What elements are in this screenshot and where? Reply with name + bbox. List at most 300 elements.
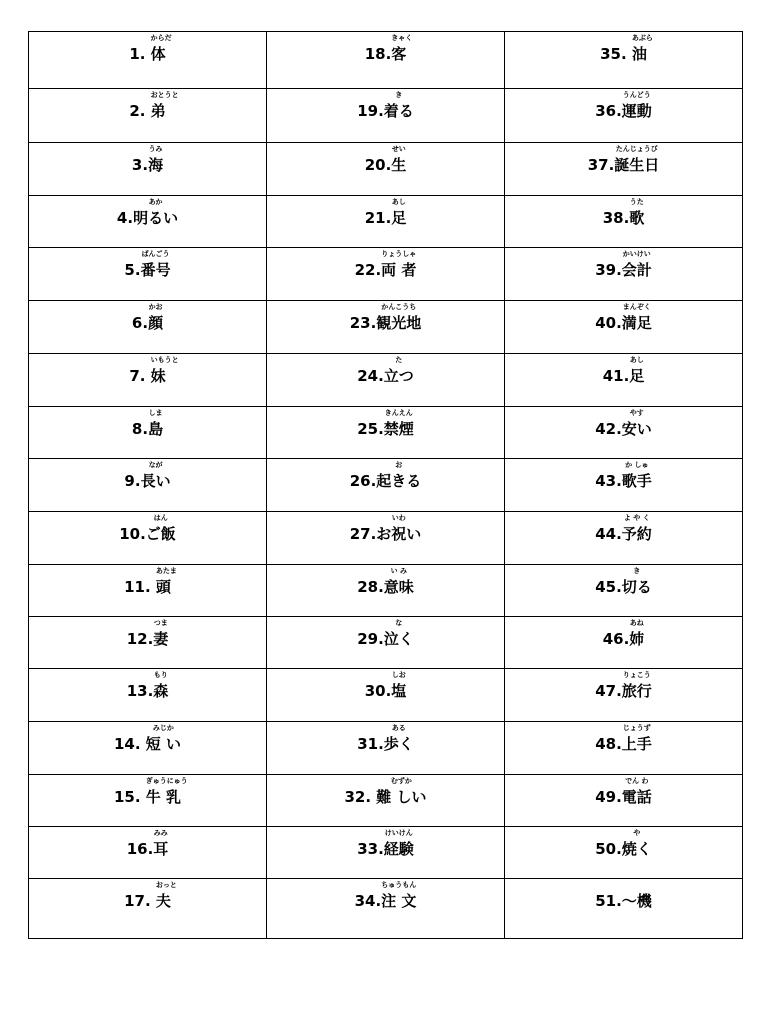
table-row bbox=[29, 617, 743, 669]
vocab-word-line bbox=[595, 250, 652, 279]
item-number: 36. bbox=[595, 102, 622, 120]
item-number: 5. bbox=[124, 261, 141, 279]
vocab-word: お祝い bbox=[376, 525, 422, 543]
vocabulary-table bbox=[28, 31, 743, 939]
vocab-entry bbox=[603, 617, 645, 648]
vocab-word-wrap bbox=[391, 145, 407, 174]
vocab-cell bbox=[29, 565, 267, 617]
vocab-cell bbox=[505, 512, 743, 565]
vocab-cell bbox=[505, 354, 743, 407]
furigana-reading: せい bbox=[391, 145, 406, 153]
vocab-word-line bbox=[129, 91, 179, 120]
vocab-word-wrap bbox=[376, 461, 422, 490]
vocab-cell bbox=[267, 248, 505, 301]
vocab-entry bbox=[350, 459, 422, 490]
item-number: 27. bbox=[349, 525, 377, 543]
vocab-word-wrap bbox=[153, 619, 169, 648]
item-number: 21. bbox=[364, 209, 392, 227]
furigana-reading: た bbox=[395, 356, 403, 364]
item-number: 26. bbox=[349, 472, 377, 490]
item-number: 1. bbox=[129, 45, 151, 63]
vocab-word: 姉 bbox=[629, 630, 645, 648]
vocab-word-wrap bbox=[621, 250, 652, 279]
vocab-word: 経験 bbox=[383, 840, 414, 858]
vocab-word: 島 bbox=[148, 420, 164, 438]
vocab-word-wrap bbox=[376, 303, 422, 332]
furigana-reading: りょこう bbox=[622, 671, 651, 679]
vocab-cell bbox=[267, 617, 505, 669]
vocab-cell bbox=[267, 879, 505, 939]
vocab-cell bbox=[505, 617, 743, 669]
vocab-word: 運動 bbox=[621, 102, 652, 120]
vocab-cell bbox=[267, 669, 505, 722]
vocab-cell bbox=[267, 827, 505, 879]
furigana-reading: たんじょうび bbox=[615, 145, 658, 153]
vocab-word-wrap bbox=[621, 671, 652, 700]
furigana-reading: あたま bbox=[155, 567, 177, 575]
vocab-entry bbox=[595, 775, 652, 806]
vocab-word-line bbox=[126, 829, 169, 858]
vocab-word: 森 bbox=[153, 682, 169, 700]
vocab-entry bbox=[129, 89, 179, 120]
furigana-reading: あか bbox=[148, 198, 163, 206]
vocab-word: 起きる bbox=[376, 472, 422, 490]
vocab-word: 会計 bbox=[621, 261, 652, 279]
vocab-cell bbox=[267, 775, 505, 827]
vocab-cell bbox=[29, 32, 267, 89]
vocab-entry bbox=[595, 512, 652, 543]
vocab-word-wrap bbox=[155, 881, 177, 910]
item-number: 24. bbox=[357, 367, 384, 385]
vocab-word-line bbox=[349, 514, 422, 543]
vocab-word-line bbox=[364, 671, 407, 700]
vocab-word: 長い bbox=[140, 472, 171, 490]
vocab-word: 体 bbox=[150, 45, 166, 63]
item-number: 30. bbox=[364, 682, 392, 700]
vocab-cell bbox=[505, 669, 743, 722]
vocab-entry bbox=[127, 617, 169, 648]
vocab-word-line bbox=[357, 829, 414, 858]
vocab-entry bbox=[364, 32, 413, 63]
furigana-reading: からだ bbox=[150, 34, 172, 42]
vocab-word: 頭 bbox=[155, 578, 171, 596]
vocab-word: 足 bbox=[391, 209, 407, 227]
vocab-cell bbox=[505, 827, 743, 879]
item-number: 19. bbox=[357, 102, 384, 120]
vocab-word-wrap bbox=[621, 514, 652, 543]
vocab-entry bbox=[117, 196, 178, 227]
item-number: 28. bbox=[357, 578, 384, 596]
vocab-cell bbox=[505, 301, 743, 354]
furigana-reading: はん bbox=[153, 514, 168, 522]
vocab-cell bbox=[29, 354, 267, 407]
vocab-word: 短 い bbox=[145, 735, 182, 753]
vocab-entry bbox=[129, 32, 172, 63]
furigana-reading: かお bbox=[148, 303, 163, 311]
vocab-entry bbox=[124, 248, 170, 279]
item-number: 6. bbox=[131, 314, 149, 332]
furigana-reading: き bbox=[633, 567, 641, 575]
vocab-word-wrap bbox=[383, 356, 414, 385]
vocab-word: 禁煙 bbox=[383, 420, 414, 438]
vocab-word: 足 bbox=[629, 367, 645, 385]
vocab-word: 番号 bbox=[140, 261, 171, 279]
vocab-word-line bbox=[124, 461, 171, 490]
vocab-word-line bbox=[602, 619, 645, 648]
vocab-word: 油 bbox=[631, 45, 647, 63]
vocab-word: 客 bbox=[391, 45, 407, 63]
vocab-entry bbox=[595, 827, 652, 858]
vocab-word: 意味 bbox=[383, 578, 414, 596]
vocab-word-wrap bbox=[383, 829, 414, 858]
table-row bbox=[29, 775, 743, 827]
vocab-word-wrap bbox=[381, 250, 417, 279]
vocab-word: 歌 bbox=[629, 209, 645, 227]
vocab-word-wrap bbox=[133, 198, 179, 227]
table-row bbox=[29, 512, 743, 565]
vocab-word: 弟 bbox=[150, 102, 166, 120]
item-number: 37. bbox=[587, 156, 615, 174]
vocab-word-line bbox=[602, 356, 645, 385]
vocab-entry bbox=[357, 617, 414, 648]
vocab-word-wrap bbox=[391, 34, 413, 63]
item-number: 15. bbox=[113, 788, 146, 806]
vocab-word: 注 文 bbox=[381, 892, 417, 910]
vocab-word-line bbox=[595, 461, 652, 490]
vocab-word-wrap bbox=[150, 34, 172, 63]
item-number: 16. bbox=[126, 840, 154, 858]
vocab-entry bbox=[132, 143, 163, 174]
item-number: 41. bbox=[602, 367, 630, 385]
vocab-word: 観光地 bbox=[376, 314, 422, 332]
furigana-reading: うんどう bbox=[622, 91, 651, 99]
vocab-cell bbox=[267, 565, 505, 617]
vocab-word-wrap bbox=[629, 356, 645, 385]
vocab-word-wrap bbox=[391, 198, 407, 227]
vocab-word-line bbox=[349, 303, 422, 332]
item-number: 34. bbox=[354, 892, 382, 910]
furigana-reading: なが bbox=[148, 461, 163, 469]
vocab-word-wrap bbox=[381, 881, 417, 910]
vocab-cell bbox=[29, 879, 267, 939]
vocab-cell bbox=[29, 459, 267, 512]
vocab-cell bbox=[29, 669, 267, 722]
vocab-cell bbox=[267, 196, 505, 248]
vocab-word-line bbox=[357, 724, 414, 753]
vocab-entry bbox=[365, 143, 407, 174]
item-number: 51. bbox=[595, 892, 622, 910]
item-number: 12. bbox=[126, 630, 154, 648]
vocab-entry bbox=[600, 32, 653, 63]
vocab-cell bbox=[505, 565, 743, 617]
vocab-entry bbox=[127, 827, 169, 858]
vocab-word-line bbox=[595, 91, 652, 120]
furigana-reading: みじか bbox=[152, 724, 174, 732]
vocab-word-wrap bbox=[621, 409, 652, 438]
vocab-entry bbox=[357, 827, 414, 858]
table-row bbox=[29, 407, 743, 459]
item-number: 42. bbox=[595, 420, 622, 438]
table-row bbox=[29, 459, 743, 512]
vocab-word: ご飯 bbox=[145, 525, 176, 543]
furigana-reading: しま bbox=[148, 409, 163, 417]
vocab-word-wrap bbox=[383, 91, 414, 120]
item-number: 45. bbox=[595, 578, 622, 596]
item-number: 17. bbox=[124, 892, 156, 910]
vocab-entry bbox=[588, 143, 660, 174]
vocab-cell bbox=[505, 722, 743, 775]
vocab-word-line bbox=[129, 34, 172, 63]
vocab-word: 海 bbox=[148, 156, 164, 174]
vocab-word-line bbox=[357, 567, 414, 596]
vocab-word: 耳 bbox=[153, 840, 169, 858]
item-number: 38. bbox=[602, 209, 630, 227]
item-number: 14. bbox=[113, 735, 146, 753]
vocab-word-wrap bbox=[145, 777, 188, 806]
vocab-cell bbox=[267, 354, 505, 407]
vocab-word: 妹 bbox=[150, 367, 166, 385]
vocab-word: 明るい bbox=[133, 209, 179, 227]
vocab-entry bbox=[114, 722, 181, 753]
item-number: 2. bbox=[129, 102, 151, 120]
table-row bbox=[29, 722, 743, 775]
vocab-word-wrap bbox=[145, 514, 176, 543]
vocab-entry bbox=[365, 196, 407, 227]
vocab-word-line bbox=[364, 198, 407, 227]
vocab-word-wrap bbox=[621, 724, 652, 753]
vocab-word: 難 しい bbox=[376, 788, 427, 806]
vocab-word-wrap bbox=[145, 724, 182, 753]
furigana-reading: おっと bbox=[155, 881, 177, 889]
vocab-word: 〜機 bbox=[621, 892, 652, 910]
vocab-entry bbox=[595, 669, 652, 700]
vocab-cell bbox=[29, 248, 267, 301]
vocab-cell bbox=[505, 879, 743, 939]
item-number: 23. bbox=[349, 314, 377, 332]
vocab-word-wrap bbox=[148, 409, 164, 438]
vocab-word-line bbox=[131, 303, 164, 332]
vocab-word-line bbox=[126, 619, 169, 648]
vocab-word: 泣く bbox=[383, 630, 414, 648]
vocab-word-wrap bbox=[153, 829, 169, 858]
vocab-word: 生 bbox=[391, 156, 407, 174]
table-row bbox=[29, 301, 743, 354]
furigana-reading: つま bbox=[153, 619, 168, 627]
item-number: 3. bbox=[131, 156, 149, 174]
vocab-entry bbox=[350, 512, 422, 543]
vocab-cell bbox=[505, 32, 743, 89]
vocab-entry bbox=[357, 722, 414, 753]
vocab-word-line bbox=[364, 34, 413, 63]
vocab-entry bbox=[129, 354, 179, 385]
vocab-cell bbox=[267, 459, 505, 512]
vocab-entry bbox=[344, 775, 426, 806]
vocab-cell bbox=[267, 89, 505, 143]
vocab-entry bbox=[119, 512, 176, 543]
vocab-entry bbox=[132, 407, 163, 438]
vocab-word: 顔 bbox=[148, 314, 164, 332]
vocab-word-wrap bbox=[148, 145, 164, 174]
vocab-word-wrap bbox=[150, 356, 179, 385]
vocab-word: 牛 乳 bbox=[145, 788, 182, 806]
vocab-word-line bbox=[349, 461, 422, 490]
vocab-entry bbox=[595, 248, 652, 279]
vocab-word: 旅行 bbox=[621, 682, 652, 700]
furigana-reading: きゃく bbox=[391, 34, 413, 42]
vocab-word-line bbox=[587, 145, 660, 174]
item-number: 29. bbox=[357, 630, 384, 648]
vocab-word-line bbox=[124, 250, 171, 279]
furigana-reading: よ や く bbox=[623, 514, 650, 522]
furigana-reading: かんこうち bbox=[381, 303, 417, 311]
vocab-cell bbox=[29, 512, 267, 565]
furigana-reading: い み bbox=[390, 567, 407, 575]
vocab-entry bbox=[595, 565, 652, 596]
vocab-cell bbox=[267, 143, 505, 196]
vocab-word: 焼く bbox=[621, 840, 652, 858]
vocab-word-wrap bbox=[155, 567, 177, 596]
item-number: 43. bbox=[595, 472, 622, 490]
vocab-word-line bbox=[595, 892, 652, 910]
vocab-cell bbox=[505, 196, 743, 248]
vocab-word-line bbox=[113, 777, 188, 806]
item-number: 31. bbox=[357, 735, 384, 753]
vocab-word-wrap bbox=[376, 514, 422, 543]
vocab-entry bbox=[603, 354, 645, 385]
vocab-word-wrap bbox=[631, 34, 653, 63]
vocab-entry bbox=[357, 354, 414, 385]
furigana-reading: じょうず bbox=[622, 724, 651, 732]
furigana-reading: やす bbox=[629, 409, 644, 417]
table-row bbox=[29, 827, 743, 879]
vocab-word-line bbox=[357, 409, 414, 438]
furigana-reading: かいけい bbox=[622, 250, 651, 258]
furigana-reading: しお bbox=[391, 671, 406, 679]
furigana-reading: まんぞく bbox=[622, 303, 651, 311]
vocab-word-wrap bbox=[621, 829, 652, 858]
vocab-word: 着る bbox=[383, 102, 414, 120]
item-number: 8. bbox=[131, 420, 149, 438]
table-row bbox=[29, 196, 743, 248]
furigana-reading: うみ bbox=[148, 145, 163, 153]
vocab-entry bbox=[365, 669, 407, 700]
vocab-cell bbox=[29, 196, 267, 248]
vocab-entry bbox=[595, 89, 652, 120]
item-number: 50. bbox=[595, 840, 622, 858]
vocab-word: 電話 bbox=[621, 788, 652, 806]
vocab-cell bbox=[267, 722, 505, 775]
item-number: 32. bbox=[344, 788, 377, 806]
vocab-entry bbox=[595, 407, 652, 438]
item-number: 11. bbox=[124, 578, 156, 596]
vocab-entry bbox=[595, 879, 652, 910]
furigana-reading: けいけん bbox=[384, 829, 413, 837]
vocab-cell bbox=[505, 248, 743, 301]
vocab-word-line bbox=[595, 829, 652, 858]
furigana-reading: ぎゅうにゅう bbox=[145, 777, 188, 785]
vocab-word: 夫 bbox=[155, 892, 171, 910]
vocab-entry bbox=[132, 301, 163, 332]
item-number: 33. bbox=[357, 840, 384, 858]
vocab-word: 塩 bbox=[391, 682, 407, 700]
vocab-cell bbox=[505, 775, 743, 827]
table-row bbox=[29, 879, 743, 939]
table-row bbox=[29, 669, 743, 722]
vocab-word-wrap bbox=[140, 461, 171, 490]
vocab-word-wrap bbox=[621, 567, 652, 596]
vocab-word: 立つ bbox=[383, 367, 414, 385]
vocab-word-wrap bbox=[629, 619, 645, 648]
vocab-word-line bbox=[119, 514, 176, 543]
furigana-reading: な bbox=[395, 619, 403, 627]
item-number: 20. bbox=[364, 156, 392, 174]
vocab-word-wrap bbox=[140, 250, 171, 279]
furigana-reading: りょうしゃ bbox=[381, 250, 417, 258]
vocab-cell bbox=[267, 407, 505, 459]
vocab-word: 安い bbox=[621, 420, 652, 438]
vocab-cell bbox=[267, 32, 505, 89]
vocab-word-line bbox=[124, 567, 177, 596]
furigana-reading: き bbox=[395, 91, 403, 99]
vocab-entry bbox=[357, 565, 414, 596]
vocab-cell bbox=[29, 617, 267, 669]
vocab-word: 上手 bbox=[621, 735, 652, 753]
item-number: 35. bbox=[600, 45, 632, 63]
vocab-word-wrap bbox=[383, 724, 414, 753]
vocab-word-line bbox=[344, 777, 427, 806]
vocab-word: 歌手 bbox=[621, 472, 652, 490]
item-number: 9. bbox=[124, 472, 141, 490]
table-row bbox=[29, 143, 743, 196]
vocab-word-line bbox=[357, 91, 414, 120]
furigana-reading: いもうと bbox=[150, 356, 179, 364]
vocab-word-line bbox=[354, 881, 417, 910]
vocab-word-wrap bbox=[150, 91, 179, 120]
item-number: 48. bbox=[595, 735, 622, 753]
table-row bbox=[29, 248, 743, 301]
furigana-reading: お bbox=[395, 461, 403, 469]
vocab-entry bbox=[595, 722, 652, 753]
furigana-reading: あね bbox=[629, 619, 644, 627]
furigana-reading: でん わ bbox=[625, 777, 649, 785]
vocab-word-wrap bbox=[621, 303, 652, 332]
vocab-entry bbox=[595, 459, 652, 490]
vocab-entry bbox=[595, 301, 652, 332]
furigana-reading: ちゅうもん bbox=[381, 881, 417, 889]
vocab-word-line bbox=[595, 514, 652, 543]
vocab-word-line bbox=[124, 881, 177, 910]
vocab-word-line bbox=[354, 250, 417, 279]
furigana-reading: あし bbox=[629, 356, 644, 364]
furigana-reading: ある bbox=[391, 724, 406, 732]
vocab-word-line bbox=[595, 777, 652, 806]
item-number: 25. bbox=[357, 420, 384, 438]
vocab-word-line bbox=[602, 198, 645, 227]
vocab-word-wrap bbox=[153, 671, 169, 700]
vocab-word: 両 者 bbox=[381, 261, 417, 279]
item-number: 18. bbox=[364, 45, 392, 63]
item-number: 49. bbox=[595, 788, 622, 806]
furigana-reading: もり bbox=[153, 671, 168, 679]
vocab-word-line bbox=[595, 567, 652, 596]
vocab-cell bbox=[29, 89, 267, 143]
vocab-word-line bbox=[595, 303, 652, 332]
furigana-reading: みみ bbox=[153, 829, 168, 837]
item-number: 47. bbox=[595, 682, 622, 700]
vocab-word-line bbox=[595, 409, 652, 438]
vocab-word-wrap bbox=[621, 91, 652, 120]
vocab-entry bbox=[124, 459, 170, 490]
